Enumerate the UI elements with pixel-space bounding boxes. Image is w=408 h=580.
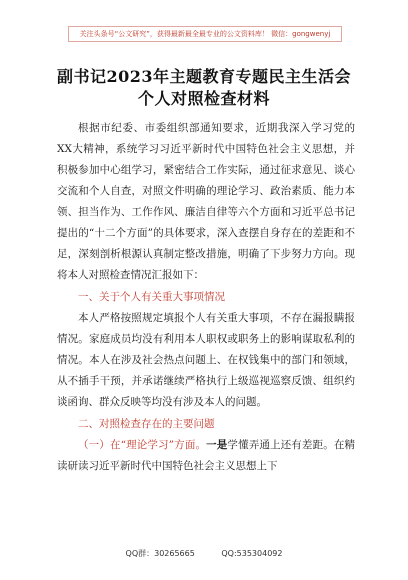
subsection-1-label: （一）在“理论学习”方面。	[78, 439, 207, 451]
section-1-paragraph: 本人严格按照规定填报个人有关重大事项，不存在漏报瞒报情况。家庭成员均没有利用本人职权或职务上的影响谋取私利的情况。本人在涉及社会热点问题上、在权钱集中的部门和领域，从不插手干预，并承诺继续严格执行上级巡视巡察反馈、组织约谈函询、群众反映等均没有涉及本人的问题。	[57, 312, 355, 408]
subsection-1-paragraph	[57, 435, 355, 477]
intro-paragraph: 根据市纪委、市委组织部通知要求，近期我深入学习党的XX大精神，系统学习习近平新时代中国特色社会主义思想，并积极参加中心组学习，紧密结合工作实际，通过征求意见、谈心交流和个人自查，对照文件明确的理论学习、政治素质、能力本领、担当作为、工作作风、廉洁自律等六个方面和习近平总书记提出的“十二个方面”的具体要求，深入查摆自身存在的差距和不足，深刻剖析根源认真制定整改措施，明确了下步努力方向。现将本人对照检查情况汇报如下：	[57, 122, 355, 281]
subsection-1-lead: 一是	[206, 439, 228, 451]
section-heading-2: 二、对照检查存在的主要问题	[78, 418, 215, 430]
footer-contact	[0, 548, 408, 559]
section-heading-1: 一、关于个人有关重大事项情况	[78, 291, 225, 303]
footer-qq: QQ:535304092	[221, 549, 283, 558]
document-title: 副书记2023年主题教育专题民主生活会	[56, 67, 352, 86]
footer-qq-group: QQ群：30265665	[125, 549, 195, 558]
subsection-1-text: 学懂弄通上还有差距。在精读研读习近平新时代中国特色社会主义思想上下	[57, 439, 356, 472]
header-banner[interactable]: 关注头条号“公文研究”，获得最新最全最专业的公文资料库！ 微信：gongwenyj	[68, 26, 342, 42]
document-body	[57, 118, 355, 477]
document-subtitle: 个人对照检查材料	[137, 89, 270, 108]
